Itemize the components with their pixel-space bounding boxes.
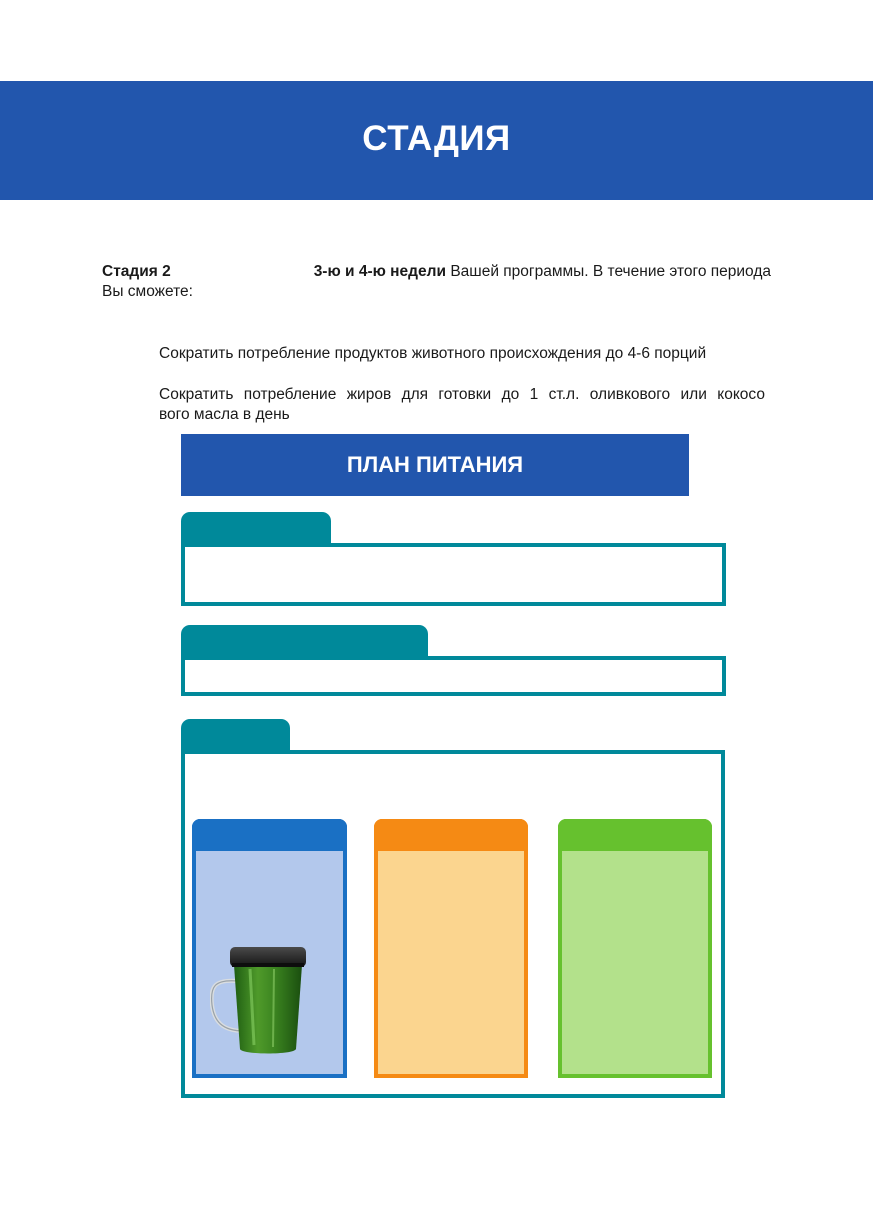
- bullet-item-2-word: ст.л.: [548, 386, 580, 403]
- bullet-item-2: [159, 385, 771, 425]
- bullet-item-1: Сократить потребление продуктов животного происхождения до 4-6 порций: [159, 345, 707, 362]
- meal-card-blue-header: [192, 819, 347, 851]
- bullet-item-2-word: или: [680, 386, 707, 403]
- section-panel-1: [181, 543, 726, 606]
- meal-card-blue-body: [196, 851, 343, 1074]
- meal-card-green: [558, 819, 712, 1078]
- bullet-item-2-word: готовки: [438, 386, 492, 403]
- meal-card-orange-body: [378, 851, 524, 1074]
- page-title: СТАДИЯ: [362, 118, 511, 158]
- bullet-item-2-word: потребление: [243, 386, 337, 403]
- bullet-item-2-word: для: [401, 386, 429, 403]
- bullet-item-2-line-1: [159, 385, 765, 405]
- meal-card-orange: [374, 819, 528, 1078]
- green-smoothie-cup-icon: [210, 945, 320, 1059]
- meal-card-orange-header: [374, 819, 528, 851]
- bullet-item-2-line-2: вого масла в день: [159, 406, 290, 423]
- bullet-item-2-word: до: [501, 386, 520, 403]
- meal-card-green-body: [562, 851, 708, 1074]
- intro-paragraph: [102, 262, 771, 302]
- meal-card-blue: [192, 819, 347, 1078]
- meal-plan-banner: [181, 434, 689, 496]
- intro-weeks-text: [314, 262, 771, 282]
- meal-plan-title: ПЛАН ПИТАНИЯ: [346, 452, 524, 477]
- stage-banner: [0, 81, 873, 200]
- bullet-item-2-word: кокосо: [717, 386, 765, 403]
- bullet-item-2-word: оливкового: [589, 386, 671, 403]
- intro-text-after: Вашей программы. В течение этого периода: [450, 263, 771, 280]
- bullet-item-2-word: жиров: [346, 386, 392, 403]
- meal-card-green-header: [558, 819, 712, 851]
- bullet-item-2-word: 1: [529, 386, 539, 403]
- weeks-highlight: 3-ю и 4-ю недели: [313, 263, 446, 280]
- stage-label: Стадия 2: [102, 263, 171, 280]
- intro-line-2: Вы сможете:: [102, 283, 193, 300]
- intro-line-1: [102, 262, 771, 282]
- bullet-item-2-word: Сократить: [159, 386, 234, 403]
- section-panel-2: [181, 656, 726, 696]
